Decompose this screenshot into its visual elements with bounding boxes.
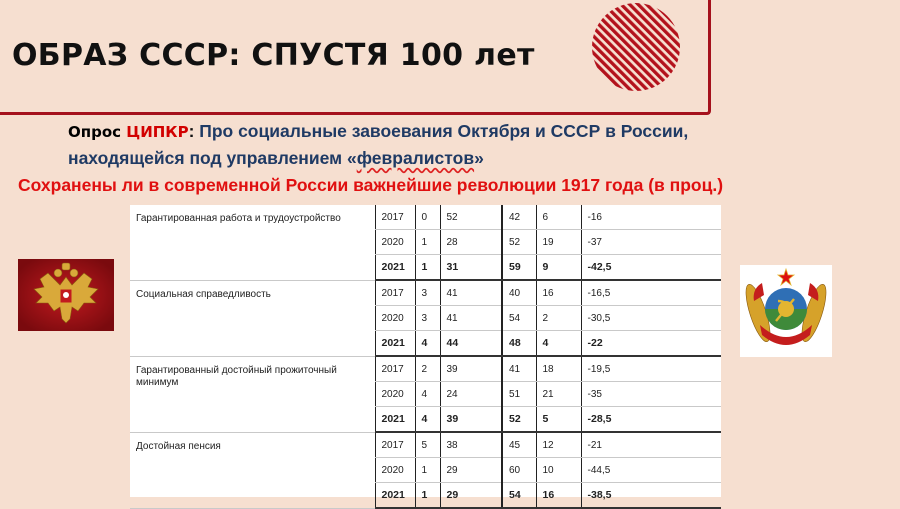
category-cell: Гарантированный достойный прожиточный минимум (130, 356, 375, 432)
value-cell: 16 (536, 483, 581, 509)
striped-circle-icon (591, 2, 681, 92)
value-cell: 1 (415, 458, 440, 483)
year-cell: 2020 (375, 306, 415, 331)
value-cell: 19 (536, 230, 581, 255)
value-cell: 2 (415, 356, 440, 382)
table-row (130, 432, 721, 458)
year-cell: 2021 (375, 255, 415, 281)
value-cell: 16 (536, 280, 581, 306)
survey-org-name: ЦИПКР (126, 123, 189, 141)
survey-line-1 (68, 118, 688, 145)
value-cell: 48 (502, 331, 536, 357)
value-cell: 39 (440, 356, 502, 382)
value-cell: -19,5 (581, 356, 721, 382)
survey-line-2 (68, 145, 688, 171)
value-cell: -30,5 (581, 306, 721, 331)
survey-line-2-suffix: » (474, 148, 484, 168)
value-cell: 45 (502, 432, 536, 458)
table-row (130, 356, 721, 382)
value-cell: 21 (536, 382, 581, 407)
value-cell: 3 (415, 306, 440, 331)
value-cell: -42,5 (581, 255, 721, 281)
survey-line-2-prefix: находящейся под управлением « (68, 148, 357, 168)
value-cell: -35 (581, 382, 721, 407)
table-row (130, 205, 721, 230)
value-cell: 39 (440, 407, 502, 433)
value-cell: 41 (440, 306, 502, 331)
survey-table (130, 205, 721, 501)
value-cell: 12 (536, 432, 581, 458)
value-cell: -37 (581, 230, 721, 255)
survey-term-link: февралистов (356, 148, 475, 168)
value-cell: 18 (536, 356, 581, 382)
survey-org-prefix: Опрос (68, 123, 127, 141)
question-heading: Сохранены ли в современной России важнейшие революции 1917 года (в проц.) (18, 175, 724, 195)
value-cell: 41 (440, 280, 502, 306)
value-cell: 59 (502, 255, 536, 281)
value-cell: -28,5 (581, 407, 721, 433)
value-cell: 24 (440, 382, 502, 407)
russian-coat-of-arms-icon (18, 259, 114, 331)
value-cell: 41 (502, 356, 536, 382)
category-cell: Социальная справедливость (130, 280, 375, 356)
year-cell: 2017 (375, 432, 415, 458)
data-table (130, 205, 721, 509)
category-cell: Достойная пенсия (130, 432, 375, 508)
value-cell: 10 (536, 458, 581, 483)
year-cell: 2017 (375, 356, 415, 382)
value-cell: 4 (415, 407, 440, 433)
value-cell: 1 (415, 230, 440, 255)
table-body (130, 205, 721, 508)
survey-caption (68, 118, 688, 171)
value-cell: 40 (502, 280, 536, 306)
year-cell: 2017 (375, 205, 415, 230)
value-cell: 9 (536, 255, 581, 281)
value-cell: 52 (502, 407, 536, 433)
year-cell: 2021 (375, 331, 415, 357)
year-cell: 2021 (375, 407, 415, 433)
value-cell: 1 (415, 255, 440, 281)
value-cell: 2 (536, 306, 581, 331)
value-cell: 0 (415, 205, 440, 230)
page-title: ОБРАЗ СССР: СПУСТЯ 100 лет (12, 38, 535, 73)
value-cell: 44 (440, 331, 502, 357)
value-cell: 38 (440, 432, 502, 458)
value-cell: 52 (502, 230, 536, 255)
value-cell: 5 (536, 407, 581, 433)
value-cell: 3 (415, 280, 440, 306)
year-cell: 2020 (375, 230, 415, 255)
value-cell: -16,5 (581, 280, 721, 306)
value-cell: 54 (502, 306, 536, 331)
category-cell: Гарантированная работа и трудоустройство (130, 205, 375, 280)
value-cell: 29 (440, 458, 502, 483)
table-row (130, 280, 721, 306)
value-cell: 4 (536, 331, 581, 357)
year-cell: 2020 (375, 382, 415, 407)
value-cell: -22 (581, 331, 721, 357)
value-cell: 6 (536, 205, 581, 230)
value-cell: 4 (415, 382, 440, 407)
value-cell: 28 (440, 230, 502, 255)
survey-colon: : (188, 121, 195, 141)
value-cell: 51 (502, 382, 536, 407)
year-cell: 2020 (375, 458, 415, 483)
ussr-coat-of-arms-icon (740, 265, 832, 357)
value-cell: -16 (581, 205, 721, 230)
value-cell: 52 (440, 205, 502, 230)
title-box (0, 0, 711, 115)
value-cell: -38,5 (581, 483, 721, 509)
value-cell: 29 (440, 483, 502, 509)
value-cell: 42 (502, 205, 536, 230)
survey-line-1-text: Про социальные завоевания Октября и СССР в России, (194, 121, 689, 141)
year-cell: 2017 (375, 280, 415, 306)
year-cell: 2021 (375, 483, 415, 509)
value-cell: -44,5 (581, 458, 721, 483)
value-cell: 60 (502, 458, 536, 483)
value-cell: 31 (440, 255, 502, 281)
value-cell: 1 (415, 483, 440, 509)
value-cell: 4 (415, 331, 440, 357)
value-cell: 54 (502, 483, 536, 509)
value-cell: 5 (415, 432, 440, 458)
value-cell: -21 (581, 432, 721, 458)
